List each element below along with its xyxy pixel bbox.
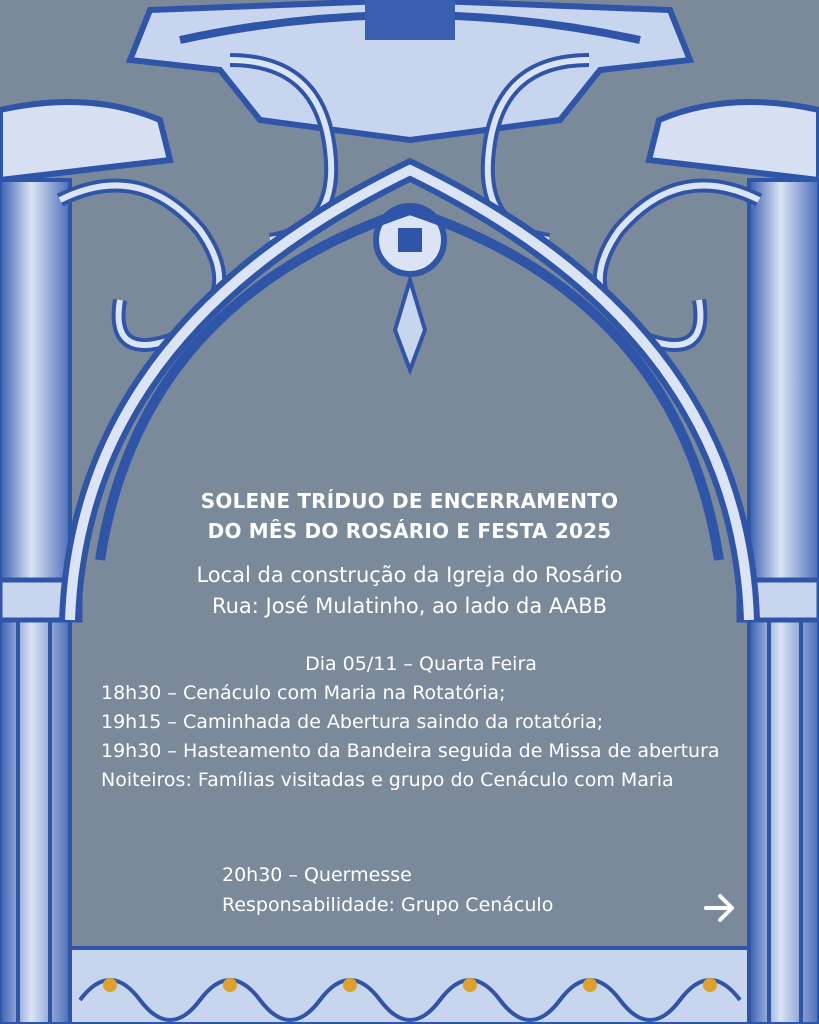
event-location xyxy=(0,560,819,622)
next-slide-button[interactable] xyxy=(700,890,740,926)
title-line-2: DO MÊS DO ROSÁRIO E FESTA 2025 xyxy=(207,519,612,543)
schedule-item: 19h30 – Hasteamento da Bandeira seguida de Missa de abertura xyxy=(101,740,720,762)
event-title xyxy=(0,486,819,546)
schedule-extra xyxy=(222,860,553,920)
arrow-right-icon xyxy=(700,890,740,926)
schedule-item: 18h30 – Cenáculo com Maria na Rotatória; xyxy=(101,682,506,704)
quermesse-time: 20h30 – Quermesse xyxy=(222,864,412,886)
title-line-1: SOLENE TRÍDUO DE ENCERRAMENTO xyxy=(200,489,619,513)
schedule-item: 19h15 – Caminhada de Abertura saindo da rotatória; xyxy=(101,711,604,733)
schedule-item: Noiteiros: Famílias visitadas e grupo do Cenáculo com Maria xyxy=(101,769,674,791)
responsibility: Responsabilidade: Grupo Cenáculo xyxy=(222,894,554,916)
schedule-day: Dia 05/11 – Quarta Feira xyxy=(305,653,537,675)
location-line-2: Rua: José Mulatinho, ao lado da AABB xyxy=(211,594,608,618)
location-line-1: Local da construção da Igreja do Rosário xyxy=(196,563,623,587)
schedule xyxy=(101,650,741,795)
